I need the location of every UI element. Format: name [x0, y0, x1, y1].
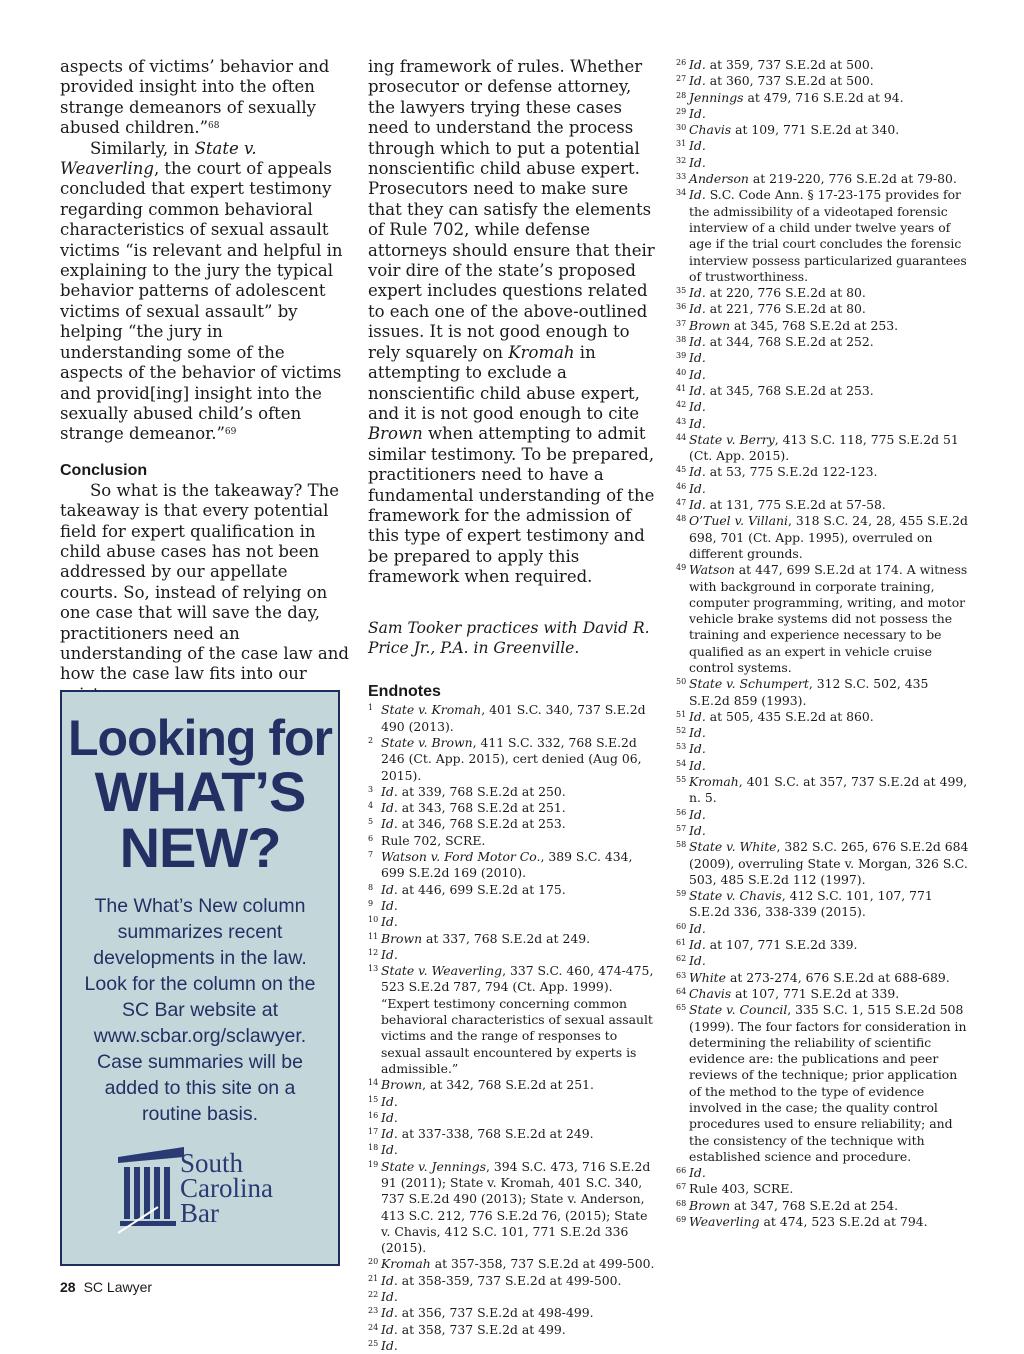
article-column-2 — [368, 57, 658, 1354]
endnote-item: 57 Id. — [676, 822, 706, 838]
endnote-item: 11 Brown at 337, 768 S.E.2d at 249. — [368, 930, 591, 946]
case-name: State v. Weaverling — [60, 138, 257, 179]
endnote-item: 68 Brown at 347, 768 S.E.2d at 254. — [676, 1197, 899, 1213]
endnote-item: 26 Id. at 359, 737 S.E.2d at 500. — [676, 57, 874, 72]
endnote-number: 35 — [676, 286, 687, 296]
endnote-number: 28 — [676, 90, 687, 100]
endnote-number: 24 — [368, 1322, 379, 1332]
endnote-item: 53 Id. — [676, 741, 706, 757]
endnote-item: 47 Id. at 131, 775 S.E.2d at 57-58. — [676, 497, 886, 513]
endnote-number: 41 — [676, 383, 687, 393]
endnote-number: 44 — [676, 432, 687, 442]
endnote-number: 14 — [368, 1078, 379, 1088]
paragraph: aspects of victims’ behavior and provided insight into the often strange demeanors of sexually abused children.”$^{68}$ — [60, 57, 330, 138]
endnote-number: 62 — [676, 954, 687, 964]
article-column-1 — [60, 57, 350, 705]
endnote-item: 50 State v. Schumpert, 312 S.C. 502, 435 S.E.2d 859 (1993). — [676, 676, 929, 708]
endnote-number: 69 — [676, 1215, 687, 1225]
endnote-item: 54 Id. — [676, 757, 706, 773]
paragraph: Similarly, in State v. Weaverling, the court of appeals concluded that expert testimony regarding common behavioral characteristics of sexual assault victims “is relevant and helpful in explaining to the jury the typical behavior patterns of adolescent victims of sexual assault” by helping “the jury in understanding some of the aspects of the behavior of victims and provid[ing] insight into the sexually abused child’s often strange demeanor.”$^{69}$ — [60, 138, 343, 444]
endnote-number: 20 — [368, 1257, 379, 1267]
endnote-number: 38 — [676, 335, 687, 345]
endnote-item: 39 Id. — [676, 350, 706, 366]
endnote-item: 32 Id. — [676, 154, 706, 170]
endnote-item: 20 Kromah at 357-358, 737 S.E.2d at 499-500. — [368, 1256, 655, 1272]
endnote-number: 60 — [676, 921, 687, 931]
endnote-item: 13 State v. Weaverling, 337 S.C. 460, 474-475, 523 S.E.2d 787, 794 (Ct. App. 1999). “Expert testimony concerning common behavioral characteristics of sexual assault victims and the range of responses to sexual assault encountered by experts is admissible.” — [368, 963, 654, 1076]
endnote-item: 21 Id. at 358-359, 737 S.E.2d at 499-500. — [368, 1272, 622, 1288]
endnote-item: 9 Id. — [368, 897, 398, 913]
whats-new-ad — [60, 690, 340, 1266]
endnote-number: 10 — [368, 915, 379, 925]
endnote-item: 43 Id. — [676, 415, 706, 431]
endnote-number: 67 — [676, 1182, 687, 1192]
endnote-item: 64 Chavis at 107, 771 S.E.2d at 339. — [676, 985, 900, 1001]
endnote-item: 38 Id. at 344, 768 S.E.2d at 252. — [676, 334, 874, 350]
endnote-number: 34 — [676, 188, 687, 198]
endnote-number: 29 — [676, 106, 687, 116]
logo-wordmark: South Carolina Bar — [180, 1148, 273, 1228]
endnote-number: 61 — [676, 938, 687, 948]
endnote-item: 16 Id. — [368, 1109, 398, 1125]
endnote-item: 30 Chavis at 109, 771 S.E.2d at 340. — [676, 122, 900, 138]
endnote-number: 39 — [676, 351, 687, 361]
endnote-item: 61 Id. at 107, 771 S.E.2d 339. — [676, 937, 858, 953]
endnote-number: 1 — [368, 703, 374, 713]
endnote-item: 48 O’Tuel v. Villani, 318 S.C. 24, 28, 455 S.E.2d 698, 701 (Ct. App. 1995), overruled on different grounds. — [676, 513, 968, 561]
endnote-number: 46 — [676, 481, 687, 491]
endnote-number: 25 — [368, 1338, 379, 1348]
columns-icon — [118, 1147, 184, 1235]
sc-bar-logo — [118, 1147, 298, 1237]
endnote-number: 32 — [676, 155, 687, 165]
endnote-number: 64 — [676, 986, 687, 996]
endnote-number: 68 — [676, 1198, 687, 1208]
endnote-item: 59 State v. Chavis, 412 S.C. 101, 107, 771 S.E.2d 336, 338-339 (2015). — [676, 888, 933, 920]
endnote-item: 60 Id. — [676, 920, 706, 936]
endnote-item: 56 Id. — [676, 806, 706, 822]
endnote-number: 51 — [676, 709, 687, 719]
endnote-number: 63 — [676, 970, 687, 980]
endnote-number: 43 — [676, 416, 687, 426]
endnote-number: 18 — [368, 1143, 379, 1153]
endnote-number: 47 — [676, 498, 687, 508]
endnote-number: 4 — [368, 801, 374, 811]
endnote-item: 4 Id. at 343, 768 S.E.2d at 251. — [368, 800, 566, 816]
endnote-item: 62 Id. — [676, 953, 706, 969]
endnote-item: 51 Id. at 505, 435 S.E.2d at 860. — [676, 708, 874, 724]
endnote-number: 57 — [676, 823, 687, 833]
endnote-item: 65 State v. Council, 335 S.C. 1, 515 S.E.2d 508 (1999). The four factors for consideration in determining the reliability of scientific evidence are: the publications and peer reviews of the technique; prior application of the method to the type of evidence involved in the case; the quality control procedures used to ensure reliability; and the consistency of the technique with established science and procedure. — [676, 1002, 967, 1164]
endnote-number: 17 — [368, 1127, 379, 1137]
endnote-number: 45 — [676, 465, 687, 475]
endnote-item: 58 State v. White, 382 S.C. 265, 676 S.E.2d 684 (2009), overruling State v. Morgan, 326 S.C. 503, 485 S.E.2d 112 (1997). — [676, 839, 969, 887]
paragraph: So what is the takeaway? The takeaway is that every potential field for expert qualification in child abuse cases has not been addressed by our appellate courts. So, instead of relying on one case that will save the day, practitioners need an understanding of the case law and how the case law fits into our — [60, 480, 349, 684]
endnote-item: 27 Id. at 360, 737 S.E.2d at 500. — [676, 73, 874, 89]
endnote-item: 14 Brown, at 342, 768 S.E.2d at 251. — [368, 1077, 594, 1093]
endnote-item: 10 Id. — [368, 914, 398, 930]
endnote-item: 29 Id. — [676, 105, 706, 121]
endnote-number: 27 — [676, 74, 687, 84]
endnote-item: 2 State v. Brown, 411 S.C. 332, 768 S.E.2d 246 (Ct. App. 2015), cert denied (Aug 06, 2015). — [368, 734, 642, 783]
endnotes-list — [368, 702, 658, 1354]
endnote-item: 8 Id. at 446, 699 S.E.2d at 175. — [368, 881, 566, 897]
endnote-number: 48 — [676, 514, 687, 524]
endnote-item: 44 State v. Berry, 413 S.C. 118, 775 S.E.2d 51 (Ct. App. 2015). — [676, 431, 959, 464]
endnote-number: 55 — [676, 775, 687, 785]
endnote-item: 42 Id. — [676, 399, 706, 415]
endnote-item: 3 Id. at 339, 768 S.E.2d at 250. — [368, 783, 566, 799]
endnote-item: 37 Brown at 345, 768 S.E.2d at 253. — [676, 317, 899, 333]
ad-headline: Looking for WHAT’S NEW? — [68, 710, 332, 879]
endnote-number: 26 — [676, 58, 687, 67]
endnote-item: 18 Id. — [368, 1142, 398, 1158]
endnote-item: 41 Id. at 345, 768 S.E.2d at 253. — [676, 382, 874, 398]
publication-name: SC Lawyer — [83, 1279, 153, 1295]
author-bio: Sam Tooker practices with David R. Price Jr., P.A. in Greenville. — [368, 618, 650, 657]
endnote-number: 56 — [676, 807, 687, 817]
endnotes-column — [676, 57, 972, 1230]
endnote-number: 6 — [368, 833, 374, 843]
footnote-ref: 68 — [208, 121, 220, 132]
endnote-item: 67 Rule 403, SCRE. — [676, 1181, 794, 1197]
endnote-number: 5 — [368, 817, 374, 827]
endnote-item: 36 Id. at 221, 776 S.E.2d at 80. — [676, 301, 866, 317]
endnote-number: 31 — [676, 139, 687, 149]
endnote-number: 58 — [676, 840, 687, 850]
endnote-item: 49 Watson at 447, 699 S.E.2d at 174. A witness with background in corporate training, computer programming, writing, and motor vehicle brake systems did not possess the training and experience necessary to be qualified as an expert in vehicle cruise control systems. — [676, 562, 968, 675]
endnote-item: 33 Anderson at 219-220, 776 S.E.2d at 79-80. — [676, 171, 957, 187]
endnote-number: 37 — [676, 318, 687, 328]
endnote-number: 19 — [368, 1159, 379, 1169]
endnote-item: 69 Weaverling at 474, 523 S.E.2d at 794. — [676, 1214, 928, 1230]
endnote-item: 66 Id. — [676, 1165, 706, 1181]
endnote-number: 65 — [676, 1003, 687, 1013]
endnote-number: 21 — [368, 1273, 379, 1283]
footnote-ref: 69 — [224, 427, 237, 438]
case-name: Kromah — [508, 342, 575, 362]
endnote-number: 9 — [368, 898, 374, 908]
endnote-number: 22 — [368, 1290, 379, 1300]
endnote-number: 11 — [368, 931, 379, 941]
endnote-number: 59 — [676, 889, 687, 899]
endnote-number: 8 — [368, 882, 374, 892]
endnote-item: 45 Id. at 53, 775 S.E.2d 122-123. — [676, 464, 878, 480]
endnote-number: 42 — [676, 400, 687, 410]
page-footer — [60, 1279, 152, 1295]
endnote-item: 55 Kromah, 401 S.C. at 357, 737 S.E.2d at 499, n. 5. — [676, 774, 968, 806]
endnote-item: 23 Id. at 356, 737 S.E.2d at 498-499. — [368, 1305, 594, 1321]
endnote-item: 35 Id. at 220, 776 S.E.2d at 80. — [676, 285, 866, 301]
endnote-item: 25 Id. — [368, 1337, 398, 1353]
endnote-item: 19 State v. Jennings, 394 S.C. 473, 716 S.E.2d 91 (2011); State v. Kromah, 401 S.C. 340, 737 S.E.2d 490 (2013); State v. Anderson, 413 S.C. 212, 776 S.E.2d 76, (2015); State v. Chavis, 412 S.C. 101, 771 S.E.2d 336 (2015). — [368, 1158, 651, 1256]
endnote-item: 24 Id. at 358, 737 S.E.2d at 499. — [368, 1321, 566, 1337]
endnote-item: 63 White at 273-274, 676 S.E.2d at 688-689. — [676, 969, 950, 985]
endnote-item: 31 Id. — [676, 138, 706, 154]
endnote-item: 1 State v. Kromah, 401 S.C. 340, 737 S.E.2d 490 (2013). — [368, 702, 646, 734]
endnote-number: 66 — [676, 1166, 687, 1176]
endnote-number: 3 — [368, 784, 374, 794]
endnote-number: 52 — [676, 726, 687, 736]
endnotes-list — [676, 57, 972, 1230]
endnote-item: 52 Id. — [676, 725, 706, 741]
endnote-item: 17 Id. at 337-338, 768 S.E.2d at 249. — [368, 1126, 594, 1142]
endnote-number: 30 — [676, 123, 687, 133]
endnote-number: 54 — [676, 758, 687, 768]
endnote-item: 12 Id. — [368, 946, 398, 962]
endnote-number: 16 — [368, 1110, 379, 1120]
endnote-number: 23 — [368, 1306, 379, 1316]
case-name: Brown — [368, 424, 423, 444]
endnote-number: 2 — [368, 735, 374, 745]
endnotes-heading: Endnotes — [368, 683, 441, 701]
endnote-number: 12 — [368, 947, 379, 957]
endnote-item: 6 Rule 702, SCRE. — [368, 832, 486, 848]
endnote-number: 15 — [368, 1094, 379, 1104]
endnote-number: 50 — [676, 677, 687, 687]
endnote-number: 7 — [368, 850, 374, 860]
endnote-item: 22 Id. — [368, 1289, 398, 1305]
endnote-number: 49 — [676, 563, 687, 573]
endnote-number: 36 — [676, 302, 687, 312]
endnote-number: 33 — [676, 172, 687, 182]
endnote-item: 28 Jennings at 479, 716 S.E.2d at 94. — [676, 89, 904, 105]
endnote-item: 34 Id. S.C. Code Ann. § 17-23-175 provides for the admissibility of a videotaped forensic interview of a child under twelve years of age if the trial court concludes the forensic interview possess particularized guarantees of trustworthiness. — [676, 187, 967, 284]
page-number: 28 — [60, 1279, 76, 1295]
ad-body: The What’s New column summarizes recent developments in the law. Look for the column on the SC Bar website at www.scbar.org/sclawyer. Case summaries will be added to this site on a routine basis. — [84, 895, 316, 1125]
endnote-item: 15 Id. — [368, 1093, 398, 1109]
endnote-item: 40 Id. — [676, 366, 706, 382]
endnote-item: 46 Id. — [676, 480, 706, 496]
endnote-number: 53 — [676, 742, 687, 752]
endnote-number: 13 — [368, 964, 379, 974]
section-heading: Conclusion — [60, 461, 148, 479]
endnote-number: 40 — [676, 367, 687, 377]
endnote-item: 7 Watson v. Ford Motor Co., 389 S.C. 434, 699 S.E.2d 169 (2010). — [368, 849, 633, 881]
paragraph: ing framework of rules. Whether prosecutor or defense attorney, the lawyers trying these cases need to understand the process through which to put a potential nonscientific child abuse expert. Prosecutors need to make sure that they can satisfy the elements of Rule 702, while defense attorneys should ensure that their voir dire of the state’s proposed expert includes questions related to each one of the above-outlined issues. It is not good enough to rely squarely on Kromah in attempting to exclude a nonscientific child abuse expert, and it is not good enough to cite Brown when attempting to admit similar testimony. To be prepared, practitioners need to have a fundamental understanding of the framework for the admission of this type of expert testimony and be prepared to apply this framework when required. — [368, 57, 655, 587]
endnote-item: 5 Id. at 346, 768 S.E.2d at 253. — [368, 816, 566, 832]
